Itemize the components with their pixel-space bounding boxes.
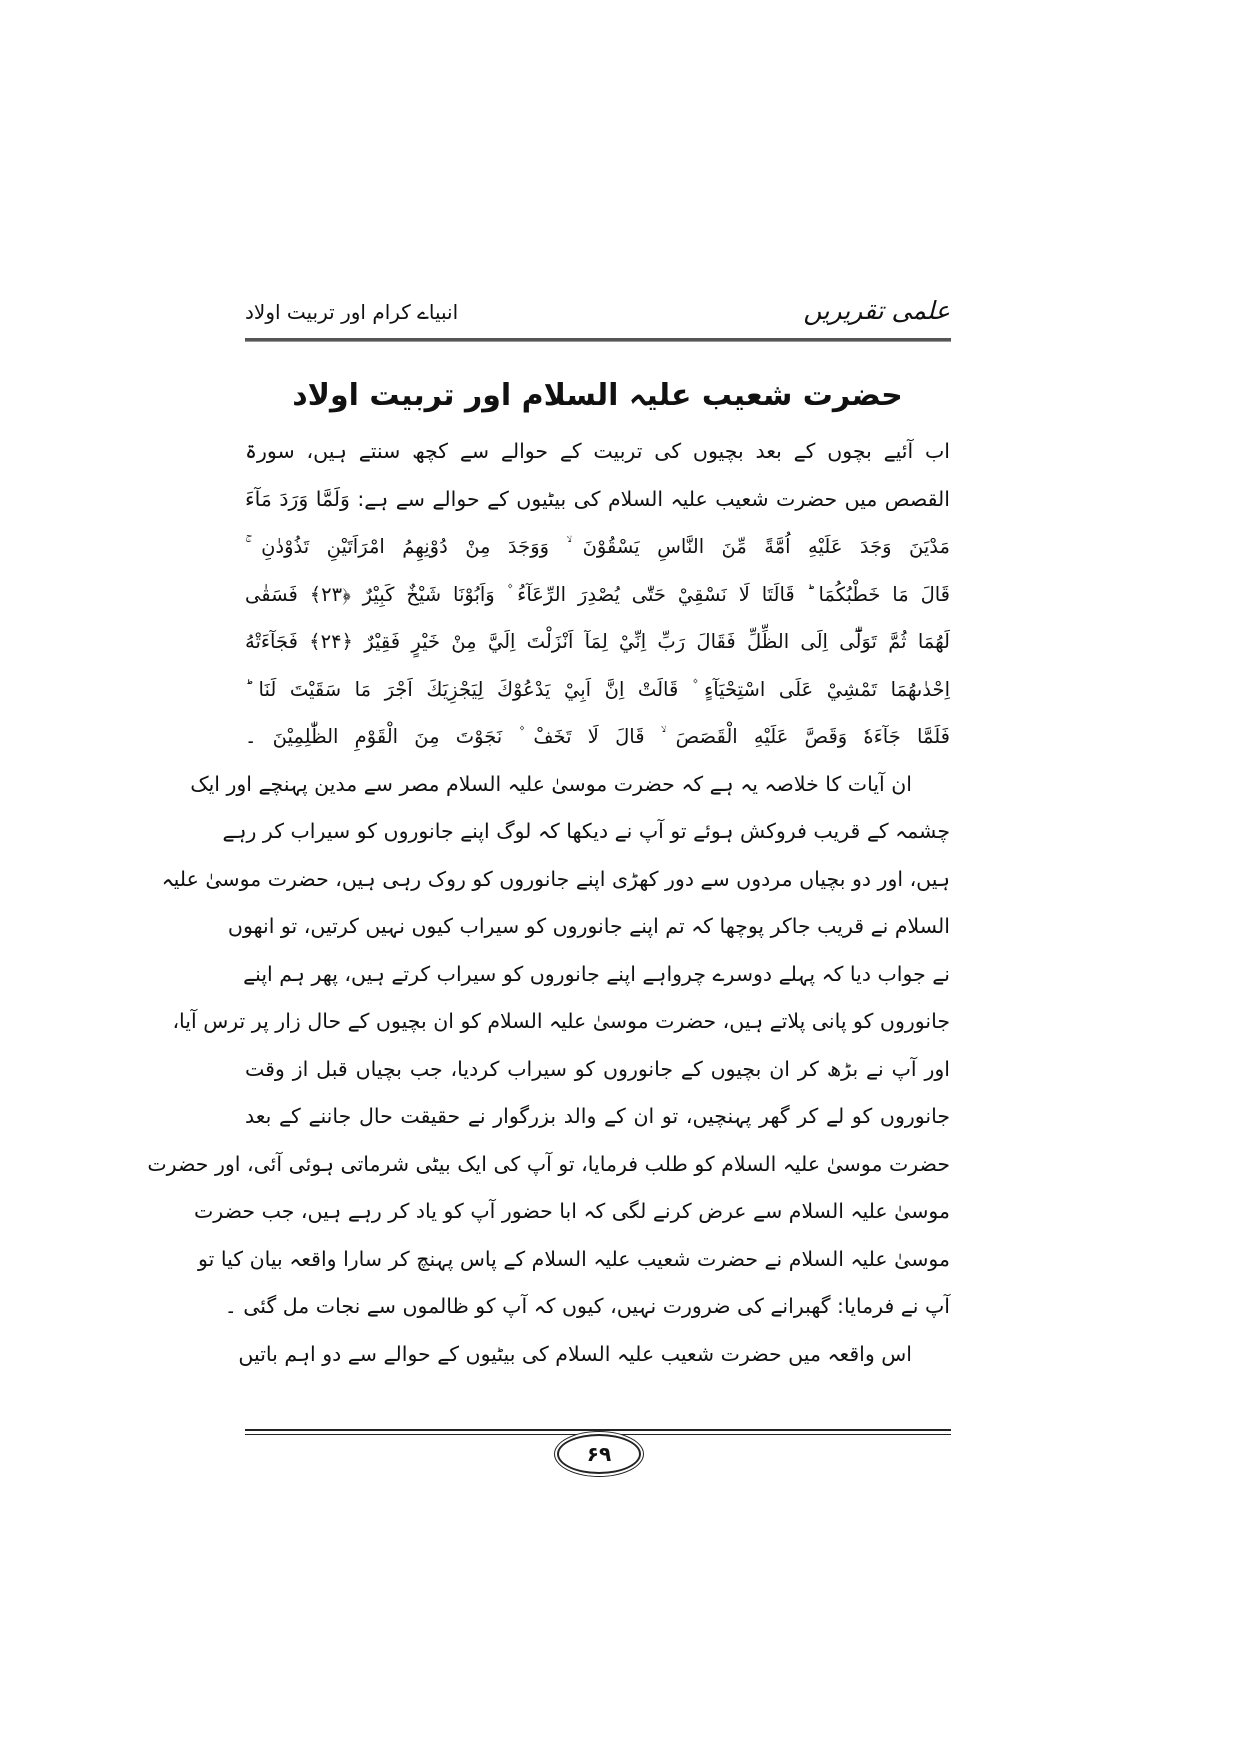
text-line: اب آئیے بچوں کے بعد بچیوں کی تربیت کے حوالے سے کچھ سنتے ہیں، سورۃ <box>245 439 950 463</box>
running-header <box>245 296 950 332</box>
text-line: آپ نے فرمایا: گھبرانے کی ضرورت نہیں، کیوں کہ آپ کو ظالموں سے نجات مل گئی ۔ <box>224 1294 950 1318</box>
chapter-title: انبیاے کرام اور تربیت اولاد <box>245 300 459 324</box>
text-line: چشمہ کے قریب فروکش ہوئے تو آپ نے دیکھا کہ لوگ اپنے جانوروں کو سیراب کر رہے <box>222 819 950 843</box>
text-line: اور آپ نے بڑھ کر ان بچیوں کے جانوروں کو سیراب کردیا، جب بچیاں قبل از وقت <box>245 1056 950 1081</box>
quran-verse-line: فَلَمَّا جَآءَهٗ وَقَصَّ عَلَيْهِ الْقَصَصَ ۙ قَالَ لَا تَخَفْ ۫ نَجَوْتَ مِنَ الْقَوْمِ الظّٰلِمِيْنَ ۔ <box>245 725 950 748</box>
text-line: القصص میں حضرت شعیب علیہ السلام کی بیٹیوں کے حوالے سے ہے: وَلَمَّا وَرَدَ مَآءَ <box>245 486 950 511</box>
text-line: حضرت موسیٰ علیہ السلام کو طلب فرمایا، تو آپ کی ایک بیٹی شرماتی ہوئی آئی، اور حضرت <box>147 1151 950 1176</box>
text-line: اس واقعہ میں حضرت شعیب علیہ السلام کی بیٹیوں کے حوالے سے دو اہم باتیں <box>238 1341 912 1366</box>
text-line: جانوروں کو لے کر گھر پہنچیں، تو ان کے والد بزرگوار نے حقیقت حال جاننے کے بعد <box>245 1104 950 1128</box>
text-line: نے جواب دیا کہ پہلے دوسرے چرواہے اپنے جانوروں کو سیراب کرتے ہیں، پھر ہم اپنے <box>243 961 950 986</box>
quran-verse-line: لَهُمَا ثُمَّ تَوَلّٰٓى اِلَى الظِّلِّ فَقَالَ رَبِّ اِنِّيْ لِمَآ اَنْزَلْتَ اِلَيَّ مِنْ خَيْرٍ فَقِيْرٌ ﴿۲۴﴾ فَجَآءَتْهُ <box>245 630 950 653</box>
body-text <box>147 428 950 1378</box>
book-title: علمی تقریریں <box>803 296 950 325</box>
section-title: حضرت شعیب علیہ السلام اور تربیت اولاد <box>292 378 903 413</box>
text-line: موسیٰ علیہ السلام سے عرض کرنے لگی کہ ابا حضور آپ کو یاد کر رہے ہیں، جب حضرت <box>194 1199 950 1223</box>
quran-verse-line: مَدْيَنَ وَجَدَ عَلَيْهِ اُمَّةً مِّنَ النَّاسِ يَسْقُوْنَ ۙ وَوَجَدَ مِنْ دُوْنِهِمُ امْرَاَتَيْنِ تَذُوْدٰنِ ۚ <box>245 535 950 558</box>
quran-verse-line: اِحْدٰىهُمَا تَمْشِيْ عَلَى اسْتِحْيَآءٍ ۫ قَالَتْ اِنَّ اَبِيْ يَدْعُوْكَ لِيَجْزِيَكَ اَجْرَ مَا سَقَيْتَ لَنَا ؕ <box>245 677 950 701</box>
text-line: جانوروں کو پانی پلاتے ہیں، حضرت موسیٰ علیہ السلام کو ان بچیوں کے حال زار پر ترس آیا، <box>172 1009 950 1033</box>
text-line: ان آیات کا خلاصہ یہ ہے کہ حضرت موسیٰ علیہ السلام مصر سے مدین پہنچے اور ایک <box>190 771 912 796</box>
header-divider <box>245 338 951 342</box>
text-line: ہیں، اور دو بچیاں مردوں سے دور کھڑی اپنے جانوروں کو روک رہی ہیں، حضرت موسیٰ علیہ <box>161 866 950 891</box>
text-line: السلام نے قریب جاکر پوچھا کہ تم اپنے جانوروں کو سیراب کیوں نہیں کرتیں، تو انھوں <box>227 914 950 938</box>
quran-verse-line: قَالَ مَا خَطْبُكُمَا ؕ قَالَتَا لَا نَسْقِيْ حَتّٰى يُصْدِرَ الرِّعَآءُ ۫ وَاَبُوْنَا شَيْخٌ كَبِيْرٌ ﴿۲۳﴾ فَسَقٰى <box>245 582 950 606</box>
page-number: ۶۹ <box>557 1434 641 1474</box>
text-line: موسیٰ علیہ السلام نے حضرت شعیب علیہ السلام کے پاس پہنچ کر سارا واقعہ بیان کیا تو <box>198 1246 950 1271</box>
